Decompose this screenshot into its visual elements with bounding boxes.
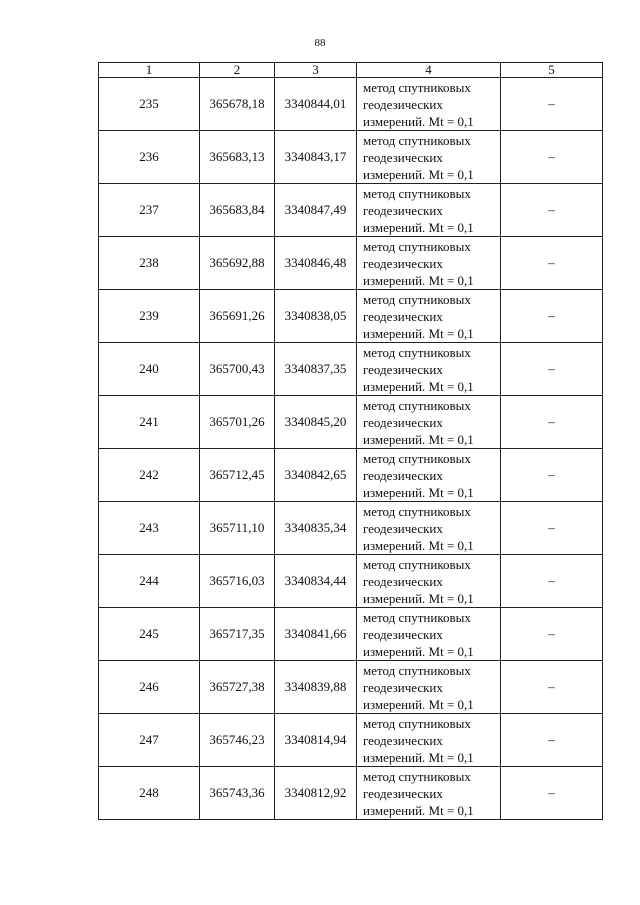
method-line: измерений. Mt = 0,1 bbox=[363, 325, 474, 341]
x-coordinate-cell: 365700,43 bbox=[200, 343, 275, 396]
y-coordinate-cell: 3340847,49 bbox=[275, 184, 357, 237]
method-cell bbox=[357, 131, 501, 184]
point-number-cell: 239 bbox=[99, 290, 200, 343]
table-row bbox=[99, 661, 603, 714]
method-line: геодезических bbox=[363, 520, 443, 536]
point-number-cell: 244 bbox=[99, 555, 200, 608]
note-cell: – bbox=[501, 343, 603, 396]
x-coordinate-cell: 365746,23 bbox=[200, 714, 275, 767]
table-row bbox=[99, 502, 603, 555]
note-cell: – bbox=[501, 290, 603, 343]
point-number-cell: 245 bbox=[99, 608, 200, 661]
table-row bbox=[99, 290, 603, 343]
method-line: измерений. Mt = 0,1 bbox=[363, 166, 474, 182]
method-line: измерений. Mt = 0,1 bbox=[363, 219, 474, 235]
method-line: измерений. Mt = 0,1 bbox=[363, 590, 474, 606]
method-line: геодезических bbox=[363, 361, 443, 377]
x-coordinate-cell: 365692,88 bbox=[200, 237, 275, 290]
method-cell bbox=[357, 184, 501, 237]
method-line: метод спутниковых bbox=[363, 344, 471, 360]
table-row bbox=[99, 131, 603, 184]
method-line: измерений. Mt = 0,1 bbox=[363, 113, 474, 129]
x-coordinate-cell: 365711,10 bbox=[200, 502, 275, 555]
method-line: метод спутниковых bbox=[363, 238, 471, 254]
method-line: геодезических bbox=[363, 96, 443, 112]
method-line: измерений. Mt = 0,1 bbox=[363, 537, 474, 553]
column-header-2: 2 bbox=[200, 63, 275, 78]
y-coordinate-cell: 3340846,48 bbox=[275, 237, 357, 290]
y-coordinate-cell: 3340841,66 bbox=[275, 608, 357, 661]
method-line: геодезических bbox=[363, 573, 443, 589]
point-number-cell: 235 bbox=[99, 78, 200, 131]
method-cell bbox=[357, 78, 501, 131]
page-number: 88 bbox=[314, 37, 326, 49]
x-coordinate-cell: 365678,18 bbox=[200, 78, 275, 131]
y-coordinate-cell: 3340842,65 bbox=[275, 449, 357, 502]
note-cell: – bbox=[501, 608, 603, 661]
method-line: геодезических bbox=[363, 626, 443, 642]
y-coordinate-cell: 3340812,92 bbox=[275, 767, 357, 820]
method-line: измерений. Mt = 0,1 bbox=[363, 378, 474, 394]
y-coordinate-cell: 3340834,44 bbox=[275, 555, 357, 608]
y-coordinate-cell: 3340838,05 bbox=[275, 290, 357, 343]
y-coordinate-cell: 3340844,01 bbox=[275, 78, 357, 131]
method-cell bbox=[357, 714, 501, 767]
table-row bbox=[99, 396, 603, 449]
note-cell: – bbox=[501, 661, 603, 714]
note-cell: – bbox=[501, 184, 603, 237]
x-coordinate-cell: 365683,13 bbox=[200, 131, 275, 184]
method-line: метод спутниковых bbox=[363, 132, 471, 148]
table-row bbox=[99, 714, 603, 767]
table-row bbox=[99, 608, 603, 661]
method-cell bbox=[357, 767, 501, 820]
method-line: измерений. Mt = 0,1 bbox=[363, 643, 474, 659]
coordinates-table bbox=[98, 62, 603, 820]
x-coordinate-cell: 365701,26 bbox=[200, 396, 275, 449]
x-coordinate-cell: 365716,03 bbox=[200, 555, 275, 608]
table-row bbox=[99, 343, 603, 396]
column-header-4: 4 bbox=[357, 63, 501, 78]
point-number-cell: 238 bbox=[99, 237, 200, 290]
table-row bbox=[99, 555, 603, 608]
method-line: измерений. Mt = 0,1 bbox=[363, 431, 474, 447]
y-coordinate-cell: 3340814,94 bbox=[275, 714, 357, 767]
note-cell: – bbox=[501, 555, 603, 608]
note-cell: – bbox=[501, 78, 603, 131]
x-coordinate-cell: 365717,35 bbox=[200, 608, 275, 661]
method-cell bbox=[357, 608, 501, 661]
method-line: метод спутниковых bbox=[363, 715, 471, 731]
method-cell bbox=[357, 343, 501, 396]
x-coordinate-cell: 365743,36 bbox=[200, 767, 275, 820]
table-row bbox=[99, 184, 603, 237]
x-coordinate-cell: 365683,84 bbox=[200, 184, 275, 237]
method-line: измерений. Mt = 0,1 bbox=[363, 749, 474, 765]
point-number-cell: 248 bbox=[99, 767, 200, 820]
method-line: геодезических bbox=[363, 255, 443, 271]
method-cell bbox=[357, 237, 501, 290]
method-line: геодезических bbox=[363, 679, 443, 695]
table-row bbox=[99, 767, 603, 820]
table-row bbox=[99, 449, 603, 502]
method-line: геодезических bbox=[363, 414, 443, 430]
method-cell bbox=[357, 661, 501, 714]
method-line: метод спутниковых bbox=[363, 397, 471, 413]
method-line: измерений. Mt = 0,1 bbox=[363, 696, 474, 712]
method-line: метод спутниковых bbox=[363, 609, 471, 625]
method-line: геодезических bbox=[363, 202, 443, 218]
method-line: метод спутниковых bbox=[363, 291, 471, 307]
method-cell bbox=[357, 555, 501, 608]
column-header-1: 1 bbox=[99, 63, 200, 78]
x-coordinate-cell: 365712,45 bbox=[200, 449, 275, 502]
point-number-cell: 246 bbox=[99, 661, 200, 714]
y-coordinate-cell: 3340845,20 bbox=[275, 396, 357, 449]
method-cell bbox=[357, 449, 501, 502]
note-cell: – bbox=[501, 237, 603, 290]
y-coordinate-cell: 3340843,17 bbox=[275, 131, 357, 184]
y-coordinate-cell: 3340837,35 bbox=[275, 343, 357, 396]
note-cell: – bbox=[501, 131, 603, 184]
method-line: метод спутниковых bbox=[363, 450, 471, 466]
note-cell: – bbox=[501, 767, 603, 820]
y-coordinate-cell: 3340835,34 bbox=[275, 502, 357, 555]
method-line: геодезических bbox=[363, 308, 443, 324]
point-number-cell: 243 bbox=[99, 502, 200, 555]
method-line: геодезических bbox=[363, 149, 443, 165]
table-header-row bbox=[99, 63, 603, 78]
method-line: измерений. Mt = 0,1 bbox=[363, 484, 474, 500]
note-cell: – bbox=[501, 449, 603, 502]
method-line: метод спутниковых bbox=[363, 185, 471, 201]
method-line: геодезических bbox=[363, 732, 443, 748]
point-number-cell: 242 bbox=[99, 449, 200, 502]
method-line: метод спутниковых bbox=[363, 662, 471, 678]
point-number-cell: 241 bbox=[99, 396, 200, 449]
method-line: метод спутниковых bbox=[363, 79, 471, 95]
method-line: метод спутниковых bbox=[363, 503, 471, 519]
note-cell: – bbox=[501, 396, 603, 449]
point-number-cell: 247 bbox=[99, 714, 200, 767]
method-line: геодезических bbox=[363, 467, 443, 483]
note-cell: – bbox=[501, 714, 603, 767]
column-header-3: 3 bbox=[275, 63, 357, 78]
table-row bbox=[99, 237, 603, 290]
point-number-cell: 236 bbox=[99, 131, 200, 184]
method-line: метод спутниковых bbox=[363, 556, 471, 572]
note-cell: – bbox=[501, 502, 603, 555]
method-cell bbox=[357, 290, 501, 343]
x-coordinate-cell: 365727,38 bbox=[200, 661, 275, 714]
method-cell bbox=[357, 396, 501, 449]
table-body bbox=[99, 78, 603, 820]
method-line: измерений. Mt = 0,1 bbox=[363, 802, 474, 818]
column-header-5: 5 bbox=[501, 63, 603, 78]
table-row bbox=[99, 78, 603, 131]
method-line: метод спутниковых bbox=[363, 768, 471, 784]
method-line: измерений. Mt = 0,1 bbox=[363, 272, 474, 288]
point-number-cell: 237 bbox=[99, 184, 200, 237]
point-number-cell: 240 bbox=[99, 343, 200, 396]
method-cell bbox=[357, 502, 501, 555]
method-line: геодезических bbox=[363, 785, 443, 801]
y-coordinate-cell: 3340839,88 bbox=[275, 661, 357, 714]
x-coordinate-cell: 365691,26 bbox=[200, 290, 275, 343]
